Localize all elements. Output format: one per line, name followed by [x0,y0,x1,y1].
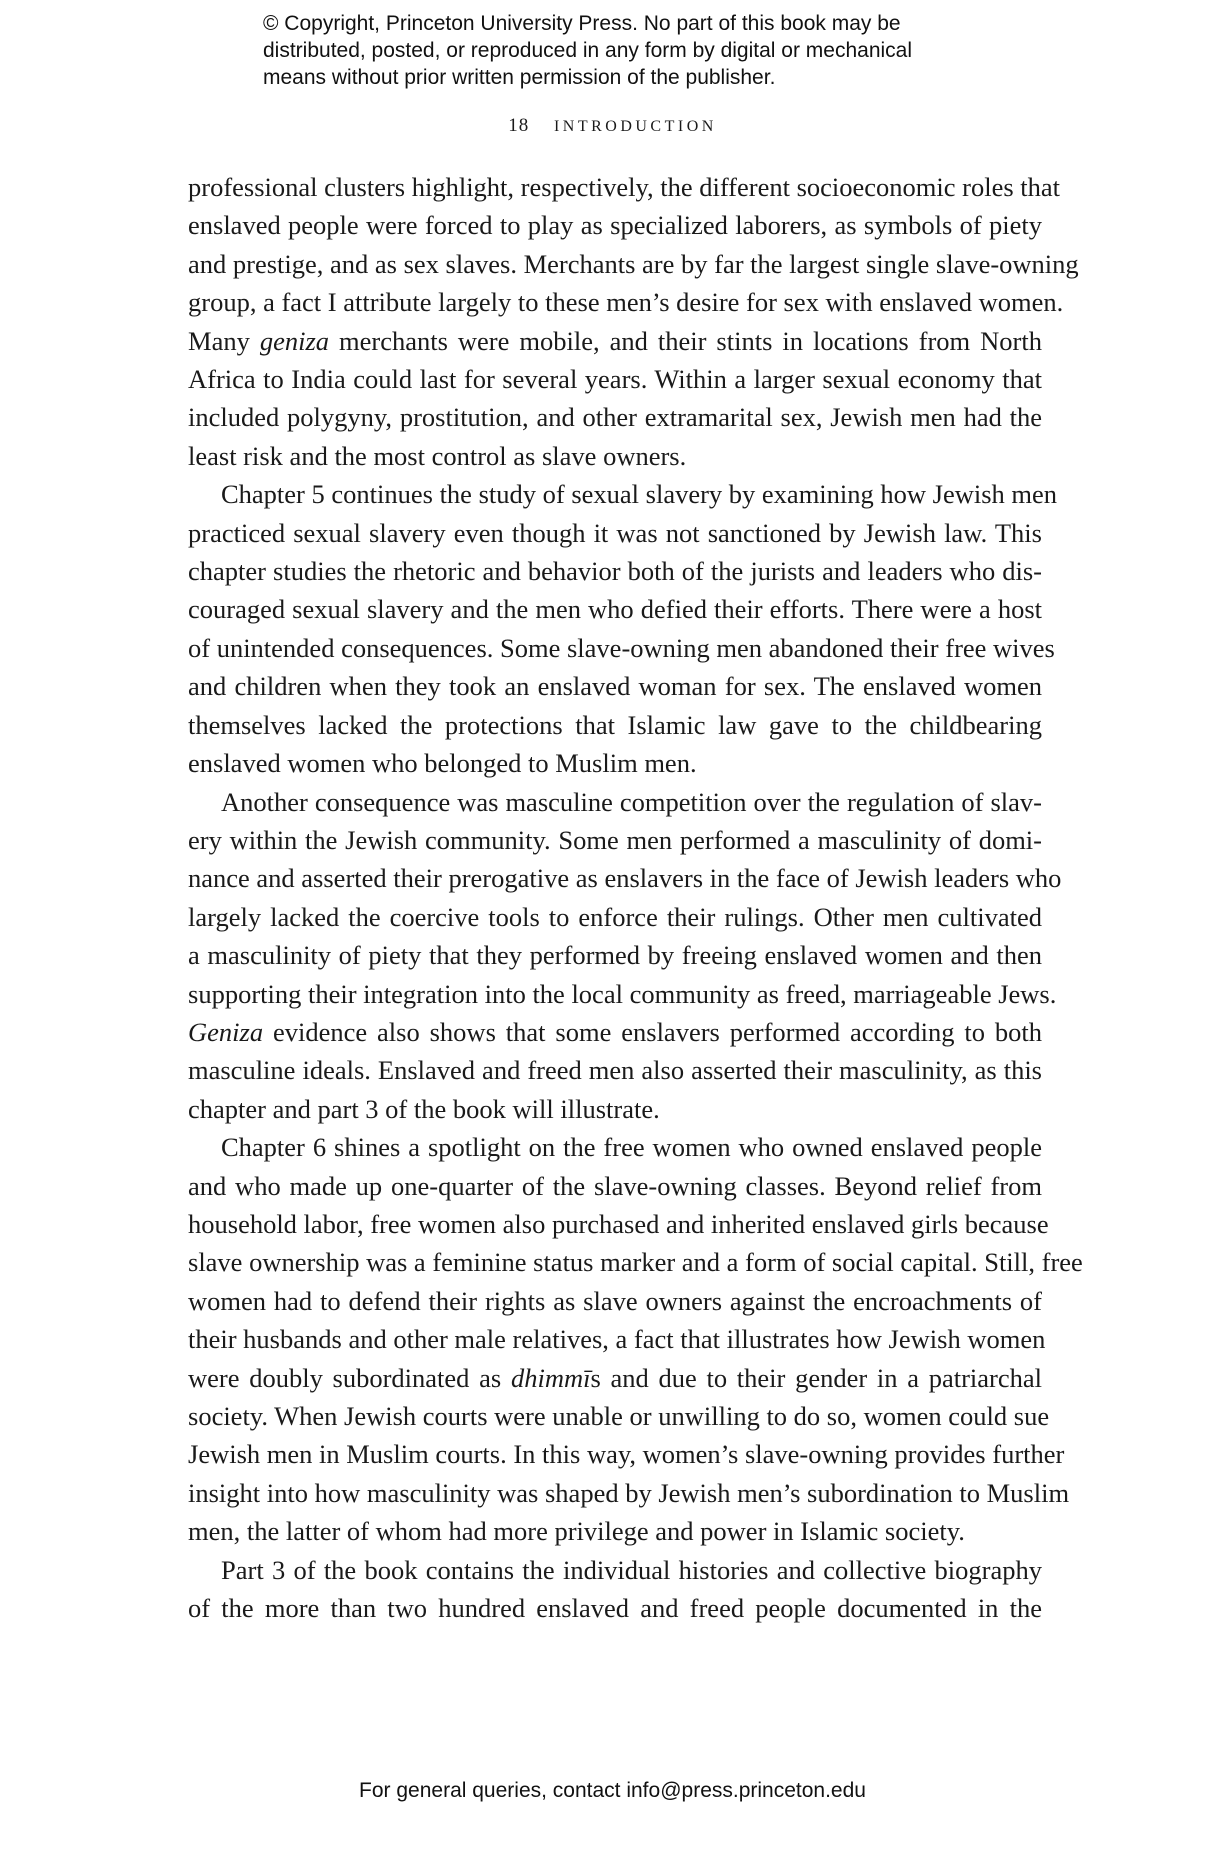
text-line: professional clusters highlight, respectively, the different socioeconomic roles that [188,172,1061,202]
text-run: Many [188,325,260,356]
text-run: were doubly subordinated as [188,1362,511,1393]
section-title: introduction [553,111,717,136]
text-line: enslaved people were forced to play as specialized laborers, as symbols of piety [188,210,1042,241]
body-text [188,168,1083,1627]
italic-term: dhimmī [510,1362,591,1393]
text-line: household labor, free women also purchased and inherited enslaved girls because [188,1208,1049,1239]
text-line: of unintended consequences. Some slave-owning men abandoned their free wives [188,632,1055,663]
copyright-line: distributed, posted, or reproduced in any form by digital or mechanical [263,39,913,62]
text-run: merchants were mobile, and their stints in locations from North [329,325,1042,356]
text-line: of the more than two hundred enslaved and freed people documented in the [188,1593,1042,1624]
text-line: and who made up one-quarter of the slave-owning classes. Beyond relief from [188,1170,1042,1201]
text-line: least risk and the most control as slave owners. [188,440,687,471]
text-line [188,1359,1042,1397]
text-line: themselves lacked the protections that Islamic law gave to the childbearing [188,709,1042,740]
text-line: slave ownership was a feminine status marker and a form of social capital. Still, free [188,1247,1083,1278]
italic-term: geniza [259,325,330,356]
copyright-notice [263,10,1023,91]
text-line: nance and asserted their prerogative as enslavers in the face of Jewish leaders who [188,863,1062,894]
text-line: Chapter 6 shines a spotlight on the free women who owned enslaved people [221,1132,1042,1163]
text-line: couraged sexual slavery and the men who defied their efforts. There were a host [188,594,1042,625]
text-line: society. When Jewish courts were unable or unwilling to do so, women could sue [188,1401,1050,1431]
running-head [0,111,1225,137]
text-line: men, the latter of whom had more privilege and power in Islamic society. [188,1516,965,1547]
text-line: chapter and part 3 of the book will illustrate. [188,1093,660,1124]
text-line: insight into how masculinity was shaped by Jewish men’s subordination to Muslim [188,1477,1070,1508]
text-line: their husbands and other male relatives, a fact that illustrates how Jewish women [188,1324,1046,1355]
text-line: and prestige, and as sex slaves. Merchants are by far the largest single slave-owning [188,248,1079,279]
text-line [188,322,1042,360]
text-line [188,1013,1042,1051]
contact-footer [0,1779,1225,1803]
text-line: Part 3 of the book contains the individual histories and collective biography [221,1554,1042,1585]
copyright-line: © Copyright, Princeton University Press. No part of this book may be [263,12,901,35]
text-line: women had to defend their rights as slave owners against the encroachments of [188,1285,1042,1316]
page-number: 18 [508,115,530,136]
text-line: Chapter 5 continues the study of sexual slavery by examining how Jewish men [221,479,1058,510]
text-line: Africa to India could last for several years. Within a larger sexual economy that [188,364,1042,395]
text-line: ery within the Jewish community. Some men performed a masculinity of domi- [188,824,1042,855]
text-line: Another consequence was masculine competition over the regulation of slav- [221,786,1042,817]
text-line: chapter studies the rhetoric and behavior both of the jurists and leaders who dis- [188,556,1042,587]
text-run: s and due to their gender in a patriarchal [590,1362,1042,1393]
text-line: a masculinity of piety that they performed by freeing enslaved women and then [188,940,1042,971]
italic-term: Geniza [188,1016,264,1047]
text-run: evidence also shows that some enslavers performed according to both [263,1016,1042,1047]
text-line: practiced sexual slavery even though it was not sanctioned by Jewish law. This [188,517,1042,548]
text-line: supporting their integration into the local community as freed, marriageable Jews. [188,978,1057,1009]
contact-text: For general queries, contact info@press.princeton.edu [359,1779,866,1802]
text-line: Jewish men in Muslim courts. In this way, women’s slave-owning provides further [188,1439,1065,1470]
text-line: included polygyny, prostitution, and other extramarital sex, Jewish men had the [188,402,1042,433]
text-line: largely lacked the coercive tools to enforce their rulings. Other men cultivated [188,901,1042,932]
text-line: group, a fact I attribute largely to these men’s desire for sex with enslaved women. [188,287,1064,318]
copyright-line: means without prior written permission of the publisher. [263,66,776,89]
text-line: and children when they took an enslaved woman for sex. The enslaved women [188,671,1042,702]
text-line: masculine ideals. Enslaved and freed men also asserted their masculinity, as this [188,1055,1042,1086]
text-line: enslaved women who belonged to Muslim men. [188,748,697,779]
